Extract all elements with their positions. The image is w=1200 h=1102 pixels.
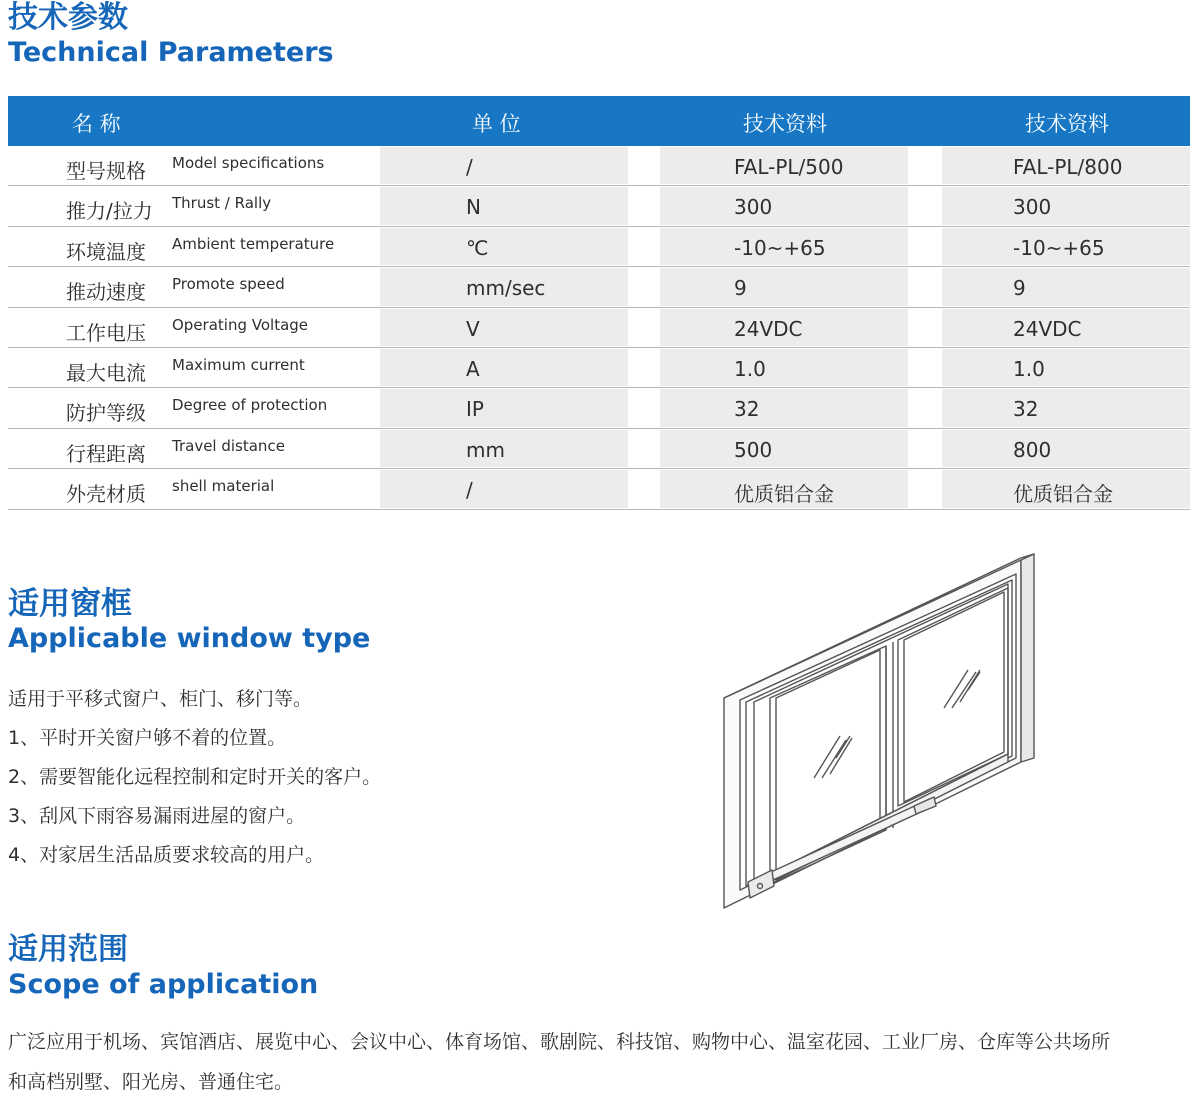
list-item: 2、需要智能化远程控制和定时开关的客户。 <box>8 766 382 788</box>
table-row <box>8 146 1190 186</box>
param-unit: A <box>466 356 480 381</box>
param-value-1: 优质铝合金 <box>734 482 834 507</box>
param-unit: IP <box>466 397 484 422</box>
param-unit: mm/sec <box>466 276 546 301</box>
table-row <box>8 388 1190 428</box>
table-body <box>8 146 1190 510</box>
param-name-en: shell material <box>172 477 275 496</box>
window-title-zh: 适用窗框 <box>8 586 132 622</box>
param-unit: ℃ <box>466 235 489 260</box>
table-row <box>8 267 1190 307</box>
header-spec-2: 技术资料 <box>1025 112 1109 136</box>
param-name-en: Promote speed <box>172 275 285 294</box>
param-value-2: 800 <box>1013 437 1052 462</box>
table-row <box>8 469 1190 509</box>
table-row <box>8 308 1190 348</box>
param-value-1: 1.0 <box>734 356 766 381</box>
applicable-window-heading <box>8 586 370 656</box>
table-row <box>8 348 1190 388</box>
param-value-2: 24VDC <box>1013 316 1082 341</box>
param-unit: / <box>466 478 473 503</box>
list-item: 1、平时开关窗户够不着的位置。 <box>8 727 287 749</box>
header-unit: 单 位 <box>472 112 521 136</box>
param-name-zh: 工作电压 <box>66 320 146 345</box>
param-value-2: -10~+65 <box>1013 235 1105 260</box>
scope-line: 和高档别墅、阳光房、普通住宅。 <box>8 1071 294 1093</box>
param-value-1: 32 <box>734 397 760 422</box>
param-name-zh: 推力/拉力 <box>66 199 153 224</box>
list-item: 3、刮风下雨容易漏雨进屋的窗户。 <box>8 805 306 827</box>
technical-title-zh: 技术参数 <box>8 0 128 35</box>
table-row <box>8 227 1190 267</box>
table-row <box>8 429 1190 469</box>
param-name-en: Travel distance <box>172 436 285 455</box>
param-value-2: FAL-PL/800 <box>1013 155 1123 179</box>
scope-title-en: Scope of application <box>8 969 319 1000</box>
param-name-en: Degree of protection <box>172 396 328 415</box>
list-item: 4、对家居生活品质要求较高的用户。 <box>8 844 325 866</box>
scope-line: 广泛应用于机场、宾馆酒店、展览中心、会议中心、体育场馆、歌剧院、科技馆、购物中心、温室花园、工业厂房、仓库等公共场所 <box>8 1031 1111 1053</box>
param-value-2: 32 <box>1013 397 1039 422</box>
param-name-zh: 推动速度 <box>66 280 146 305</box>
param-value-1: 500 <box>734 437 773 462</box>
param-value-1: 300 <box>734 195 773 220</box>
technical-parameters-table <box>8 96 1190 510</box>
sliding-window-illustration <box>718 552 1040 912</box>
window-list <box>8 680 381 875</box>
param-unit: V <box>466 316 480 341</box>
param-name-en: Model specifications <box>172 154 325 172</box>
param-name-en: Operating Voltage <box>172 315 309 334</box>
param-value-2: 1.0 <box>1013 356 1045 381</box>
param-unit: mm <box>466 437 505 462</box>
header-spec-1: 技术资料 <box>743 112 827 136</box>
window-title-en: Applicable window type <box>8 623 371 654</box>
param-name-zh: 外壳材质 <box>66 482 146 507</box>
header-name: 名 称 <box>72 112 121 136</box>
technical-parameters-heading <box>8 0 334 70</box>
param-name-en: Thrust / Rally <box>172 194 272 213</box>
param-name-zh: 型号规格 <box>66 159 146 183</box>
param-value-2: 优质铝合金 <box>1013 482 1113 507</box>
list-item: 适用于平移式窗户、柜门、移门等。 <box>8 688 313 710</box>
param-name-zh: 防护等级 <box>66 401 146 426</box>
param-name-en: Maximum current <box>172 355 305 374</box>
param-unit: / <box>466 155 473 179</box>
param-value-2: 300 <box>1013 195 1052 220</box>
scope-title-zh: 适用范围 <box>8 932 128 967</box>
param-value-2: 9 <box>1013 276 1026 301</box>
table-header <box>8 96 1190 146</box>
param-name-zh: 行程距离 <box>66 441 146 466</box>
param-value-1: 24VDC <box>734 316 803 341</box>
param-value-1: 9 <box>734 276 747 301</box>
param-name-zh: 环境温度 <box>66 239 146 264</box>
scope-of-application-heading <box>8 932 318 1002</box>
param-unit: N <box>466 195 481 220</box>
table-row <box>8 186 1190 226</box>
technical-title-en: Technical Parameters <box>8 37 334 68</box>
param-value-1: FAL-PL/500 <box>734 155 844 179</box>
param-name-en: Ambient temperature <box>172 234 335 253</box>
param-value-1: -10~+65 <box>734 235 826 260</box>
param-name-zh: 最大电流 <box>66 360 146 385</box>
scope-description <box>8 1022 1193 1102</box>
